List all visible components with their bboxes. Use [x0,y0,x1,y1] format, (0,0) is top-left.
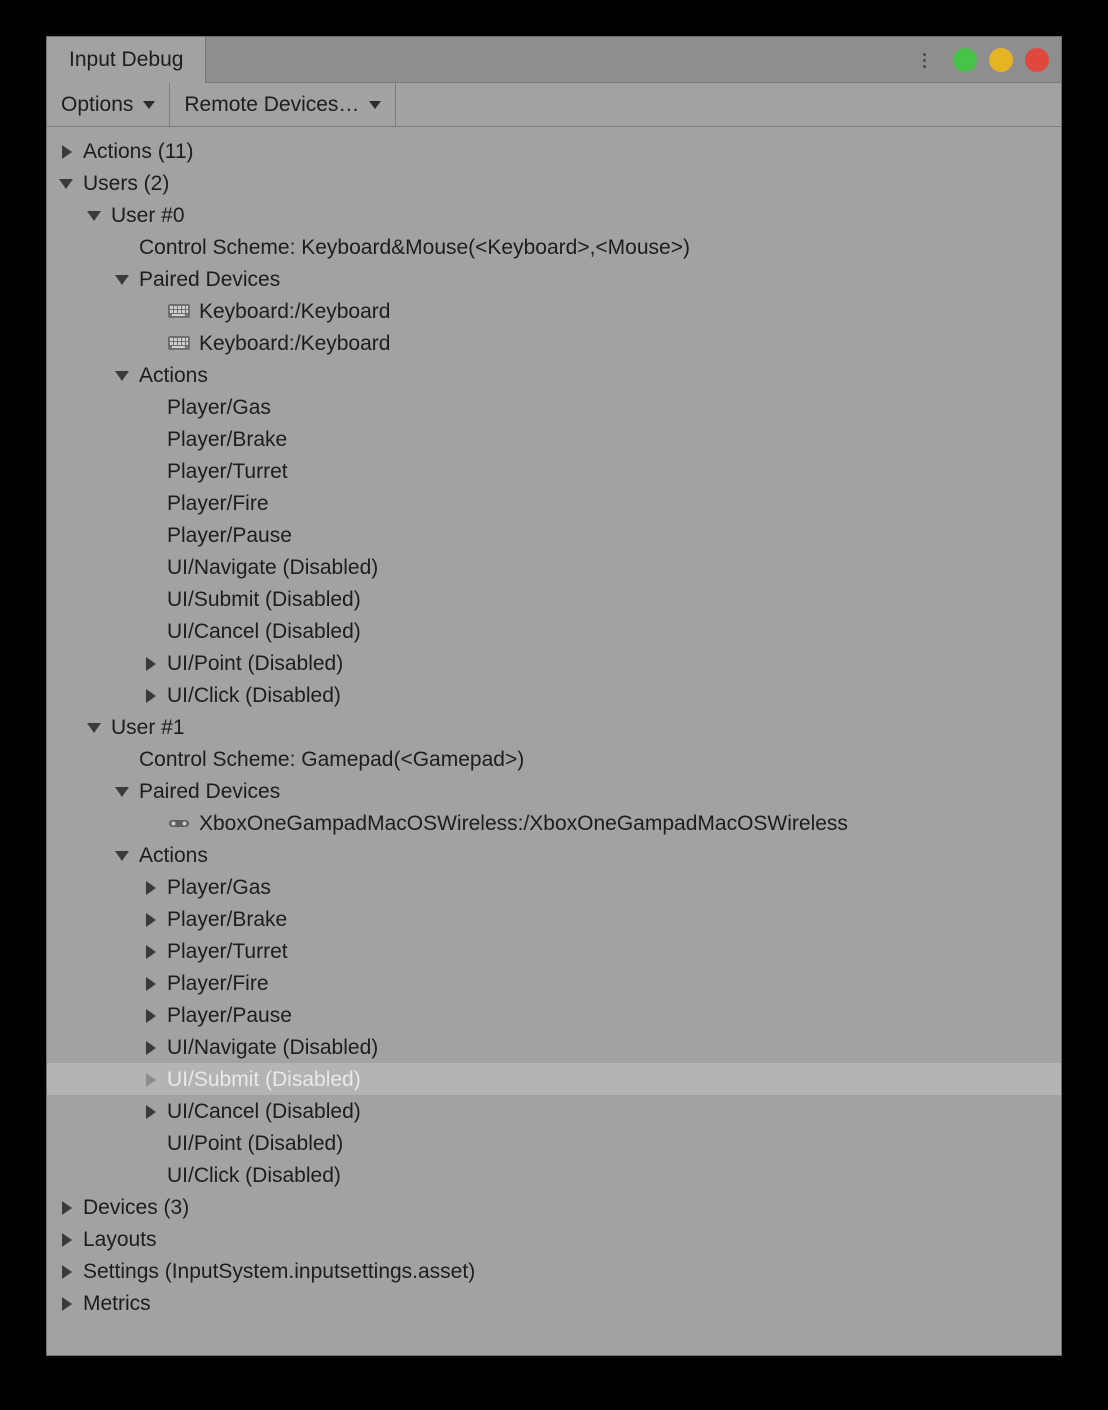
remote-devices-label: Remote Devices… [184,92,360,116]
tree-row-label: Player/Brake [167,427,288,451]
tree-row[interactable] [47,647,1061,679]
tree-row[interactable] [47,487,1061,519]
tree-spacer [115,239,131,255]
tree-row-label: Layouts [83,1227,157,1251]
chevron-down-icon[interactable] [87,207,103,223]
tree-row-label: UI/Submit (Disabled) [167,587,361,611]
chevron-down-icon [369,101,381,109]
chevron-right-icon[interactable] [143,655,159,671]
tree-spacer [143,431,159,447]
tree-spacer [143,591,159,607]
tree-spacer [143,335,159,351]
tree-row-label: Devices (3) [83,1195,190,1219]
tree-spacer [143,399,159,415]
tree-row-label: UI/Navigate (Disabled) [167,555,379,579]
tree-row[interactable] [47,1031,1061,1063]
tree-row-label: UI/Cancel (Disabled) [167,1099,361,1123]
tree-row-label: User #1 [111,715,185,739]
chevron-right-icon[interactable] [143,1103,159,1119]
tree-spacer [143,527,159,543]
tree-row[interactable] [47,263,1061,295]
tree-row-label: UI/Cancel (Disabled) [167,619,361,643]
chevron-down-icon[interactable] [87,719,103,735]
tree-row-label: Control Scheme: Keyboard&Mouse(<Keyboard>,<Mouse>) [139,235,690,259]
tree-row[interactable] [47,1255,1061,1287]
tree-row-label: UI/Click (Disabled) [167,683,341,707]
tree-spacer [143,559,159,575]
options-label: Options [61,92,134,116]
tree-row[interactable] [47,711,1061,743]
window-titlebar [47,37,1061,83]
minimize-button[interactable] [989,48,1013,72]
tree-row-label: Paired Devices [139,779,281,803]
tree-row[interactable] [47,1127,1061,1159]
titlebar-controls [915,37,1049,83]
tree-spacer [143,463,159,479]
options-dropdown[interactable] [47,83,170,126]
tree-row[interactable] [47,583,1061,615]
tree-row-label: Users (2) [83,171,170,195]
tree-row[interactable] [47,615,1061,647]
tree-row-label: Player/Gas [167,395,271,419]
tree-row-label: Player/Turret [167,459,288,483]
tree-row[interactable] [47,327,1061,359]
tree-row[interactable] [47,551,1061,583]
tree-row-label: XboxOneGampadMacOSWireless:/XboxOneGampadMacOSWireless [199,811,848,835]
tree-row[interactable] [47,679,1061,711]
chevron-right-icon[interactable] [59,1295,75,1311]
tree-row[interactable] [47,455,1061,487]
toolbar-spacer [396,83,1061,126]
tab-label: Input Debug [69,48,184,71]
chevron-right-icon[interactable] [143,911,159,927]
chevron-right-icon[interactable] [59,1263,75,1279]
chevron-right-icon[interactable] [143,1007,159,1023]
tree-row-label: UI/Point (Disabled) [167,651,344,675]
remote-devices-dropdown[interactable] [170,83,396,126]
tree-row-label: Metrics [83,1291,151,1315]
tree-row-label: UI/Submit (Disabled) [167,1067,361,1091]
tree-row-label: Player/Brake [167,907,288,931]
tree-row[interactable] [47,1159,1061,1191]
chevron-down-icon[interactable] [115,271,131,287]
tree-row[interactable] [47,1223,1061,1255]
tree-row-label: Player/Gas [167,875,271,899]
chevron-down-icon [143,101,155,109]
tree-row[interactable] [47,231,1061,263]
tree-row-label: User #0 [111,203,185,227]
tree-spacer [143,495,159,511]
tree-row-label: UI/Point (Disabled) [167,1131,344,1155]
chevron-right-icon[interactable] [143,1071,159,1087]
tree-row[interactable] [47,743,1061,775]
tree-row-label: Player/Pause [167,523,292,547]
tree-row-label: Settings (InputSystem.inputsettings.asset) [83,1259,476,1283]
keyboard-icon [167,302,191,320]
tree-row-label: Control Scheme: Gamepad(<Gamepad>) [139,747,525,771]
tree-row-label: Player/Pause [167,1003,292,1027]
tree-row-label: Actions (11) [83,139,194,163]
tree-row-label: Player/Fire [167,971,269,995]
tree-row[interactable] [47,135,1061,167]
tree-spacer [143,623,159,639]
tree-row-label: Actions [139,843,208,867]
tree-spacer [143,1167,159,1183]
tree-row[interactable] [47,935,1061,967]
tree-spacer [143,815,159,831]
chevron-right-icon[interactable] [143,943,159,959]
tree-row[interactable] [47,1287,1061,1319]
chevron-right-icon[interactable] [59,143,75,159]
tree-row[interactable] [47,519,1061,551]
tree-row[interactable] [47,1191,1061,1223]
tree-row-label: Keyboard:/Keyboard [199,299,391,323]
maximize-button[interactable] [953,48,977,72]
chevron-right-icon[interactable] [59,1199,75,1215]
tree-row[interactable] [47,839,1061,871]
kebab-menu-icon[interactable] [915,48,933,72]
gamepad-icon [167,814,191,832]
tree-row[interactable] [47,1063,1061,1095]
tree-row-label: Player/Turret [167,939,288,963]
chevron-right-icon[interactable] [143,687,159,703]
tree-spacer [143,1135,159,1151]
chevron-right-icon[interactable] [143,879,159,895]
tree-row[interactable] [47,391,1061,423]
tree-spacer [143,303,159,319]
chevron-right-icon[interactable] [59,1231,75,1247]
chevron-down-icon[interactable] [59,175,75,191]
tree-row[interactable] [47,359,1061,391]
tree-spacer [115,751,131,767]
chevron-right-icon[interactable] [143,975,159,991]
tree-row-label: Actions [139,363,208,387]
chevron-down-icon[interactable] [115,367,131,383]
tree-row[interactable] [47,967,1061,999]
toolbar [47,83,1061,127]
tree-row[interactable] [47,1095,1061,1127]
tree-row[interactable] [47,903,1061,935]
tree-row-label: UI/Navigate (Disabled) [167,1035,379,1059]
input-debug-window [46,36,1062,1356]
chevron-down-icon[interactable] [115,847,131,863]
tree-row[interactable] [47,807,1061,839]
tree-row[interactable] [47,999,1061,1031]
tree-row-label: Player/Fire [167,491,269,515]
close-button[interactable] [1025,48,1049,72]
tree-row[interactable] [47,199,1061,231]
tree-row[interactable] [47,775,1061,807]
tab-input-debug[interactable] [47,37,206,83]
debug-tree[interactable] [47,127,1061,1353]
tree-row[interactable] [47,167,1061,199]
tree-row[interactable] [47,423,1061,455]
tree-row-label: Keyboard:/Keyboard [199,331,391,355]
chevron-right-icon[interactable] [143,1039,159,1055]
tree-row-label: Paired Devices [139,267,281,291]
tree-row[interactable] [47,871,1061,903]
keyboard-icon [167,334,191,352]
tree-row[interactable] [47,295,1061,327]
tree-row-label: UI/Click (Disabled) [167,1163,341,1187]
chevron-down-icon[interactable] [115,783,131,799]
